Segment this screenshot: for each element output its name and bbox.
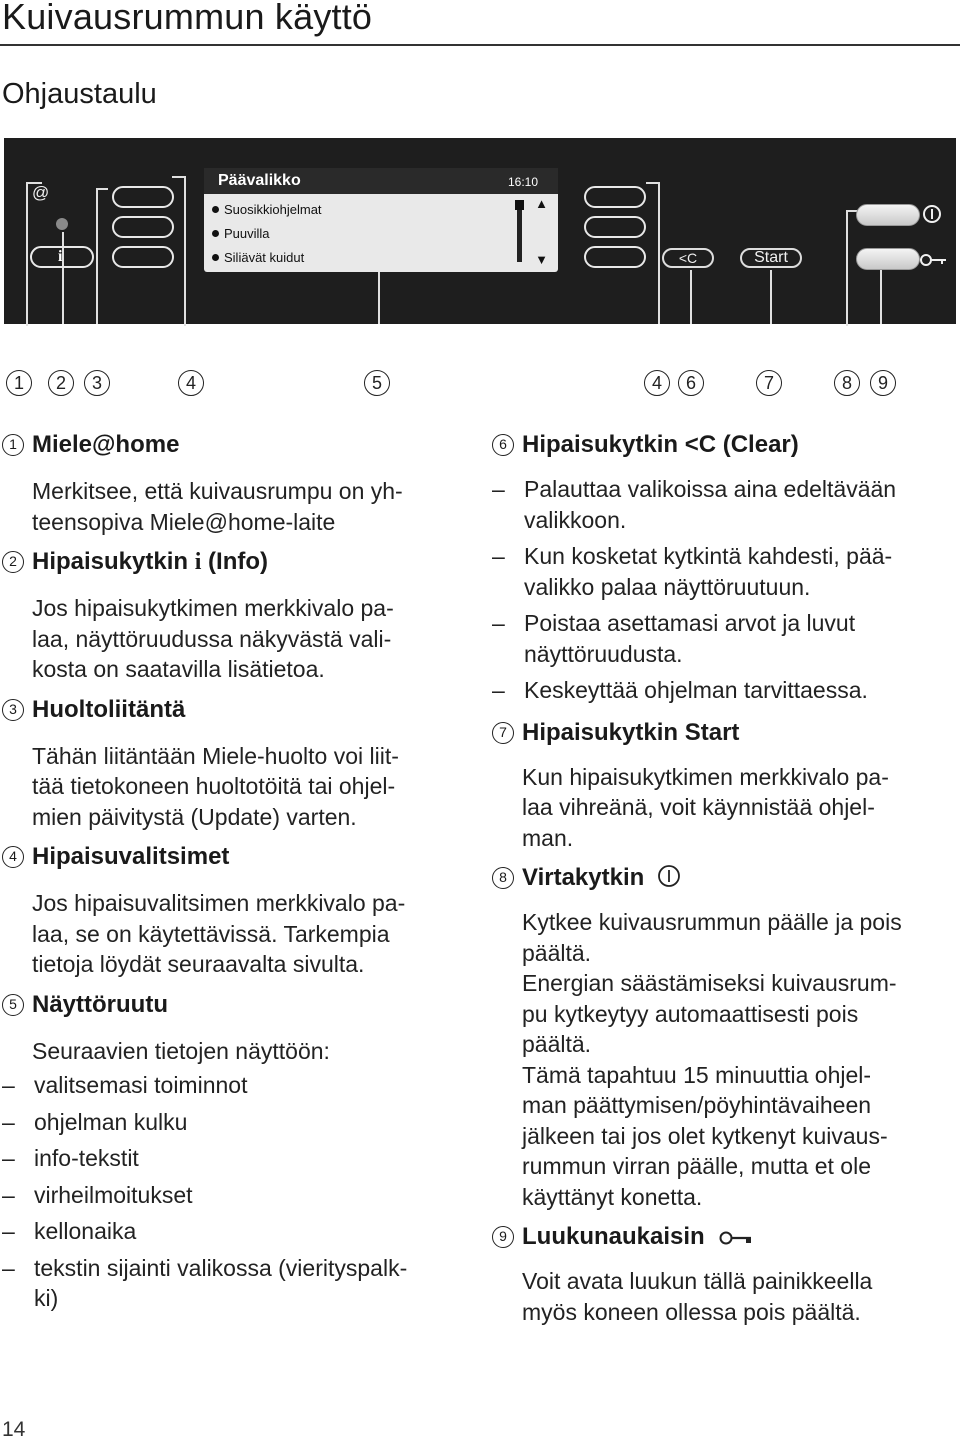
screen-scrollbar xyxy=(517,202,522,262)
info-icon: i xyxy=(58,248,63,265)
scroll-down-icon: ▼ xyxy=(535,252,548,267)
entry-body-power: Kytkee kuivausrummun päälle ja pois päältä. Energian säästämiseksi kuivausrum- pu kytkeytyy automaattisesti pois päältä. Tämä tapahtuu 15 minuuttia ohjel- man päättymisen/pöyhintävaiheen jälkeen tai jos olet kytkenyt kuivaus- rummun virran päälle, mutta et ole käyttänyt konetta. xyxy=(522,909,902,1210)
page-number: 14 xyxy=(2,1418,26,1441)
entry-number: 9 xyxy=(492,1226,514,1248)
entry-title-display: 5 Näyttöruutu xyxy=(2,988,472,1022)
section-title: Ohjaustaulu xyxy=(2,78,157,110)
power-icon xyxy=(657,864,681,888)
display-screen xyxy=(204,168,558,272)
door-release-button[interactable] xyxy=(856,248,920,270)
screen-menu-item: Siliävät kuidut xyxy=(212,250,304,265)
entry-body-selectors: Jos hipaisuvalitsimen merkkivalo pa- laa, se on käytettävissä. Tarkempia tietoja löydät seuraavalta sivulta. xyxy=(32,890,406,977)
right-column xyxy=(492,428,954,1327)
left-column xyxy=(2,428,472,1314)
entry-body-door: Voit avata luukun tällä painikkeella myös koneen ollessa pois päältä. xyxy=(522,1268,873,1325)
entry-body-display: Seuraavien tietojen näyttöön: xyxy=(32,1037,330,1064)
screen-title: Päävalikko xyxy=(218,172,301,189)
entry-title-miele-home: 1 Miele@home xyxy=(2,428,472,462)
entry-number: 2 xyxy=(2,551,24,573)
service-interface-indicator xyxy=(56,218,68,230)
callout-line-3 xyxy=(96,188,98,324)
clear-button[interactable]: <C xyxy=(662,248,714,268)
screen-menu-item: Puuvilla xyxy=(212,226,270,241)
list-item: – virheilmoitukset xyxy=(2,1180,472,1211)
selector-left-3[interactable] xyxy=(112,246,174,268)
screen-scroll-thumb xyxy=(515,200,524,210)
selector-right-1[interactable] xyxy=(584,186,646,208)
info-icon: i xyxy=(194,549,202,575)
entry-body-miele-home: Merkitsee, että kuivausrumpu on yh- teensopiva Miele@home-laite xyxy=(32,478,403,535)
callout-line-7 xyxy=(770,270,772,324)
list-item: – valitsemasi toiminnot xyxy=(2,1070,472,1101)
info-button[interactable] xyxy=(30,246,94,268)
callout-number: 1 xyxy=(6,370,32,396)
callout-line-5 xyxy=(378,272,380,324)
callout-number: 8 xyxy=(834,370,860,396)
screen-time: 16:10 xyxy=(507,175,538,189)
entry-number: 5 xyxy=(2,994,24,1016)
entry-title-service: 3 Huoltoliitäntä xyxy=(2,693,472,727)
entry-title-door: 9 Luukunaukaisin xyxy=(492,1220,954,1254)
callout-number: 6 xyxy=(678,370,704,396)
selector-right-3[interactable] xyxy=(584,246,646,268)
entry-number: 3 xyxy=(2,699,24,721)
entry-number: 4 xyxy=(2,846,24,868)
selector-right-2[interactable] xyxy=(584,216,646,238)
entry-body-info: Jos hipaisukytkimen merkkivalo pa- laa, näyttöruudussa näkyvästä vali- kosta on saatavilla lisätietoa. xyxy=(32,595,394,682)
list-item: – info-tekstit xyxy=(2,1143,472,1174)
entry-title-power: 8 Virtakytkin xyxy=(492,861,954,895)
key-icon xyxy=(920,252,948,268)
callout-number: 7 xyxy=(756,370,782,396)
miele-home-icon: @ xyxy=(32,183,50,202)
power-button[interactable] xyxy=(856,204,920,226)
list-item: – Keskeyttää ohjelman tarvittaessa. xyxy=(492,675,954,706)
entry-number: 7 xyxy=(492,722,514,744)
selector-left-1[interactable] xyxy=(112,186,174,208)
scroll-up-icon: ▲ xyxy=(535,196,548,211)
list-item: – ohjelman kulku xyxy=(2,1107,472,1138)
callout-number: 3 xyxy=(84,370,110,396)
title-rule xyxy=(0,44,960,46)
callout-number: 9 xyxy=(870,370,896,396)
callout-line-6 xyxy=(690,270,692,324)
entry-title-start: 7 Hipaisukytkin Start xyxy=(492,716,954,750)
callout-number-row xyxy=(0,370,960,400)
entry-title-clear: 6 Hipaisukytkin <C (Clear) xyxy=(492,428,954,462)
callout-number: 5 xyxy=(364,370,390,396)
list-item: – tekstin sijainti valikossa (vierityspalk- ki) xyxy=(2,1253,472,1314)
page-title: Kuivausrummun käyttö xyxy=(2,0,373,37)
start-button[interactable]: Start xyxy=(740,248,802,268)
screen-menu-item: Suosikkiohjelmat xyxy=(212,202,322,217)
list-item: – kellonaika xyxy=(2,1216,472,1247)
power-icon xyxy=(922,204,942,224)
entry-title-info: 2 Hipaisukytkin i (Info) xyxy=(2,545,472,579)
list-item: – Palauttaa valikoissa aina edeltävään valikkoon. xyxy=(492,474,954,535)
entry-title-selectors: 4 Hipaisuvalitsimet xyxy=(2,840,472,874)
entry-number: 8 xyxy=(492,867,514,889)
display-info-list xyxy=(2,1070,472,1314)
clear-function-list xyxy=(492,474,954,706)
entry-number: 6 xyxy=(492,434,514,456)
callout-number: 4 xyxy=(178,370,204,396)
callout-line-4 xyxy=(172,176,186,326)
callout-line-8 xyxy=(846,210,860,326)
entry-body-service: Tähän liitäntään Miele-huolto voi liit- tää tietokoneen huoltotöitä tai ohjel- mien päivitystä (Update) varten. xyxy=(32,742,399,830)
key-icon xyxy=(719,1229,753,1247)
entry-body-start: Kun hipaisukytkimen merkkivalo pa- laa vihreänä, voit käynnistää ohjel- man. xyxy=(522,763,889,851)
callout-number: 4 xyxy=(644,370,670,396)
entry-number: 1 xyxy=(2,434,24,456)
list-item: – Kun kosketat kytkintä kahdesti, pää- valikko palaa näyttöruutuun. xyxy=(492,541,954,602)
selector-left-2[interactable] xyxy=(112,216,174,238)
control-panel-illustration xyxy=(4,138,956,324)
callout-number: 2 xyxy=(48,370,74,396)
callout-line-4b xyxy=(658,182,660,324)
list-item: – Poistaa asettamasi arvot ja luvut näyttöruudusta. xyxy=(492,608,954,669)
